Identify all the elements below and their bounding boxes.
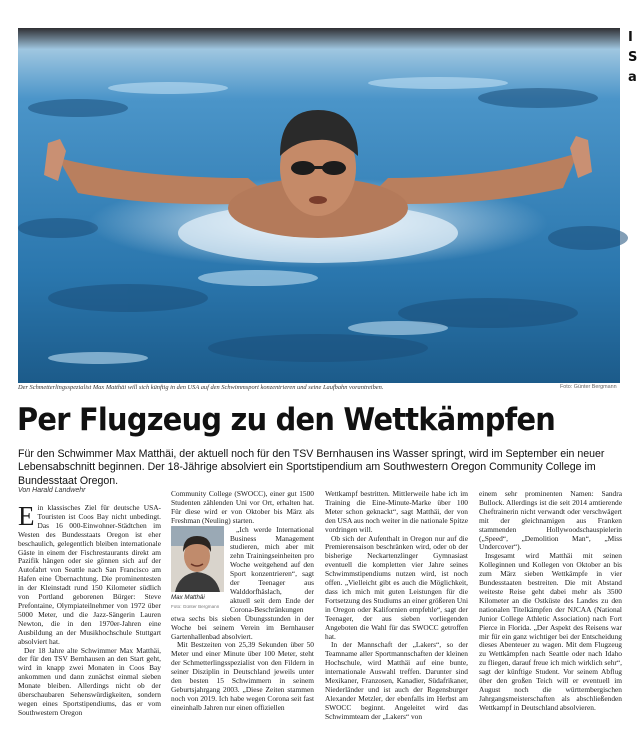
adjacent-headline: I S a [628, 30, 637, 85]
portrait-credit: Foto: Günter Bergmann [171, 603, 220, 609]
article-column-4 [479, 490, 622, 713]
photo-caption: Der Schmetterlingsspezialist Max Matthäi will sich künftig in den USA auf den Schwimmsport konzentrieren und seine Laufbahn vorantreiben. [18, 384, 384, 391]
paragraph [18, 501, 161, 647]
drop-cap: E [18, 501, 35, 531]
adjacent-article-sliver [626, 0, 637, 740]
paragraph: Der 18 Jahre alte Schwimmer Max Matthäi, der für den TSV Bernhausen an den Start geht, wird in knapp zwei Monaten in Coos Bay ankommen und dann zunächst einmal sieben Monate bleiben. Allerdings nicht ob der überschaubaren Sehenswürdigkeiten, sondern wegen eines Sportstipendiums, das er vom Southwestern Oregon [18, 645, 161, 717]
article-column-3 [325, 490, 468, 722]
article-lead: Für den Schwimmer Max Matthäi, der aktuell noch für den TSV Bernhausen ins Wasser springt, wird im September ein neuer Lebensabschnitt beginnen. Der 18-Jährige absolviert ein Sportstipendium am Southwestern Oregon Community College im Bundesstaat Oregon. [18, 448, 605, 487]
photo-credit: Foto: Günter Bergmann [560, 384, 617, 390]
paragraph: Community College (SWOCC), einer gut 1500 Studenten zählenden Uni vor Ort, erhalten hat. Für diese wird er von Oktober bis März als Freshman (Neuling) starten. [171, 489, 314, 525]
swimmer-photo [18, 28, 620, 383]
paragraph: einem sehr prominenten Namen: Sandra Bullock. Allerdings ist die seit 2014 amtierende Cheftrainerin nicht verwandt oder verschwägert mit der gleichnamigen aus Franken stammenden Hollywoodschauspielerin („Speed“, „Demolition Man“, „Miss Undercover“). [479, 489, 622, 552]
portrait [171, 526, 224, 612]
paragraph: In der Mannschaft der „Lakers“, so der Teamname aller Sportmannschaften der kleinen Hochschule, wird Matthäi auf eine bunte, internationale Auswahl treffen. Darunter sind Mexikaner, Franzosen, Kanadier, Südafrikaner, Niederländer und ist auch der Regensburger Alexander Metzler, der ebenfalls im Herbst am SWOCC beginnt. Angeleitet wird das Schwimmteam der „Lakers“ von [325, 640, 468, 721]
paragraph-text: in klassisches Ziel für deutsche USA-Touristen ist Coos Bay nicht unbedingt. Das 16 000-Einwohner-Städtchen im Westen des Bundesstaats Oregon ist eher beschaulich, gelegentlich bleiben internationale Gäste in einem der Fischrestaurants direkt am Pazifik hängen oder sie gönnen sich auf der Autofahrt von Seattle nach San Francisco am Hafen eine Übernachtung. Die prominentesten in der Kleinstadt rund 150 Kilometer südlich von Portland geborenen Bürger: Steve Prefontaine, Olympiateilnehmer von 1972 über 5000 Meter, und die Jazz-Sängerin Lauren Newton, die in den 1970er-Jahren eine Ausbildung an der Musikhochschule Stuttgart absolviert hat. [18, 503, 161, 646]
article-column-2 [171, 490, 314, 713]
paragraph: Ob sich der Aufenthalt in Oregon nur auf die Premierensaison beschränken wird, oder ob der bisherige Neckartenzlinger Gymnasiast eventuell die kompletten vier Jahre seines Schwimmstipendiums nutzen wird, ist noch offen. „Vielleicht gibt es auch die Möglichkeit, dass ich mich mit guten Leistungen für die Fortsetzung des Studiums an einer größeren Uni in Oregon oder Kalifornien empfehle“, sagt der Teenager, der aus sieben vorliegenden Angeboten die Wahl für das SWOCC getroffen hat. [325, 533, 468, 641]
paragraph: „Ich werde International Business Management studieren, mich aber mit zehn Trainingseinheiten pro Woche weitgehend auf den Sport konzentrieren“, sagt der Teenager aus Walddorfhäslach, der aktuell seit dem Ende der Corona-Beschränkungen etwa sechs bis sieben Übungsstunden in der Woche bei seinem Verein im Bernhauser Gartenhallenbad absolviert. [171, 524, 314, 641]
article-column-1 [18, 501, 161, 718]
paragraph: Mit Bestzeiten von 25,39 Sekunden über 50 Meter und einer Minute über 100 Meter, steht der Schmetterlingsspezialist von den Fildern in seiner Disziplin in Deutschland jeweils unter den besten 15 Schwimmern in seinem Geburtsjahrgang 2003. „Diese Zeiten stammen noch von 2019. Ich habe wegen Corona seit fast eineinhalb Jahren nur einen offiziellen [171, 640, 314, 712]
paragraph: Wettkampf bestritten. Mittlerweile habe ich im Training die Eine-Minute-Marke über 100 Meter schon geknackt“, sagt Matthäi, der von den USA aus noch weiter in die nationale Spitze vordringen will. [325, 489, 468, 534]
paragraph: Insgesamt wird Matthäi mit seinen Kolleginnen und Kollegen von Oktober an bis zum März sieben Wettkämpfe in vier Bundesstaaten bestreiten. Die mit Abstand weiteste Reise geht dabei mehr als 3500 Kilometer an die Ostküste des Landes zu den nationalen Titelkämpfen der NJCAA (National Junior College Athletic Association) nach Fort Pierce in Florida. „Der Aspekt des Reisens war mir für ein ganz wichtiger bei der Entscheidung dieses Abenteuer zu wagen. Mit dem Flugzeug zu Wettkämpfen nach Seattle oder nach Idaho zu fliegen, darauf freue ich mich wirklich sehr“, sagt der künftige Student. Vor seinem Abflug über den großen Teich will er eventuell im August noch die württembergischen Jahrgangsmeisterschaften als abschließenden Wettkampf in Deutschland absolvieren. [479, 551, 622, 712]
article-headline: Per Flugzeug zu den Wettkämpfen [17, 402, 556, 438]
portrait-photo [171, 526, 224, 592]
portrait-caption: Max Matthäi [171, 593, 205, 601]
author-byline: Von Harald Landwehr [18, 487, 86, 494]
